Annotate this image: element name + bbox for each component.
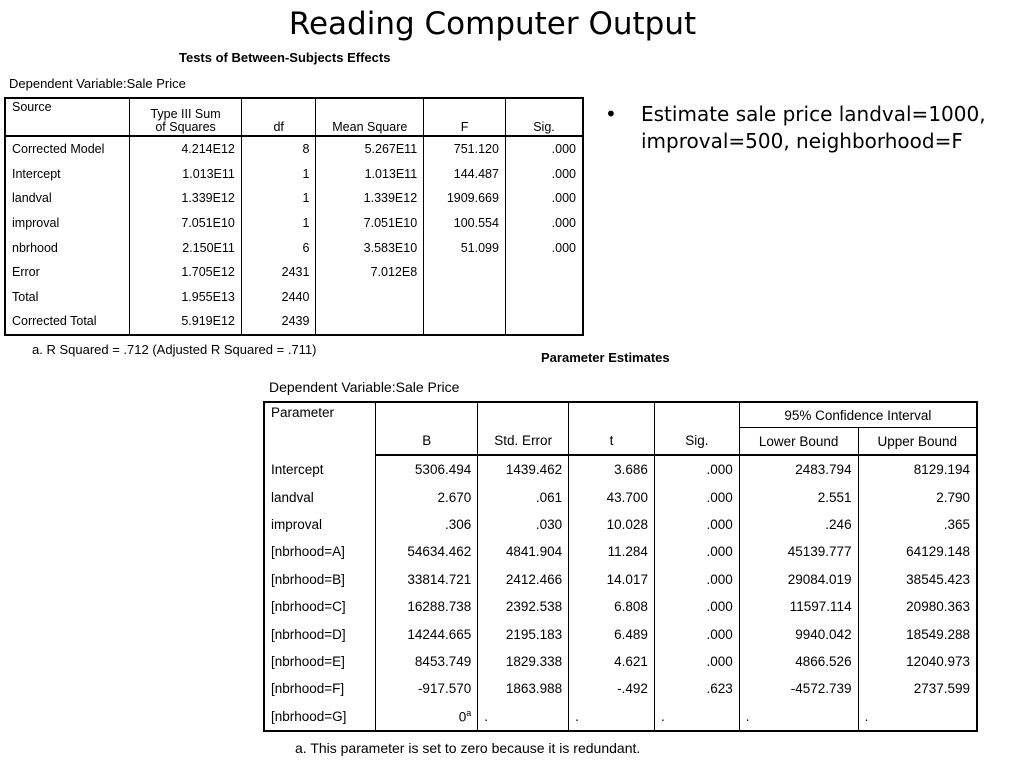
anova-value-cell: .000 (551, 166, 576, 181)
anova-value-cell (316, 309, 424, 335)
params-value-cell: 3.686 (569, 455, 655, 483)
params-value-cell: 20980.363 (906, 599, 970, 615)
anova-value-cell: 144.487 (424, 162, 506, 187)
params-value-cell (376, 703, 478, 731)
anova-value-cell: 51.099 (424, 235, 506, 260)
anova-col-ss-line1: Type III Sum (150, 107, 221, 121)
params-value-cell: 4.621 (569, 648, 655, 675)
anova-col-header: Sig. (505, 98, 583, 136)
anova-value-cell (505, 285, 583, 310)
anova-value-cell: 1 (241, 162, 316, 187)
params-col-header: Sig. (654, 428, 739, 456)
params-row (264, 483, 977, 510)
anova-value-cell: 751.120 (424, 136, 506, 162)
params-ci-group-header: 95% Confidence Interval (739, 402, 977, 428)
anova-row (5, 162, 583, 187)
anova-value-cell: 1.013E11 (316, 162, 424, 187)
params-value-cell: 18549.288 (906, 626, 970, 642)
anova-row (5, 235, 583, 260)
params-value-cell: 16288.738 (376, 593, 478, 620)
anova-row (5, 186, 583, 211)
params-value: 0 (458, 709, 467, 725)
params-value-cell: .000 (654, 511, 739, 538)
params-value-cell: 14.017 (569, 566, 655, 593)
anova-value-cell: 4.214E12 (130, 136, 242, 162)
params-value-cell: 45139.777 (739, 538, 858, 565)
params-value-cell: .000 (654, 455, 739, 483)
params-col-header: B (376, 428, 478, 456)
anova-value-cell: 100.554 (424, 211, 506, 236)
params-row (264, 593, 977, 620)
anova-source-cell: nbrhood (5, 235, 130, 260)
params-name-cell: [nbrhood=G] (264, 703, 376, 731)
anova-value-cell: 2.150E11 (130, 235, 242, 260)
anova-value-cell (316, 285, 424, 310)
params-col-header: Lower Bound (739, 428, 858, 456)
params-dependent-variable: Dependent Variable:Sale Price (269, 379, 460, 395)
params-value-cell: .000 (654, 620, 739, 647)
anova-col-header: Mean Square (316, 98, 424, 136)
params-value-cell: 10.028 (569, 511, 655, 538)
params-value-cell: 12040.973 (906, 653, 970, 669)
anova-value-cell: 1909.669 (424, 186, 506, 211)
params-value-cell: 2392.538 (478, 593, 569, 620)
params-value-cell: .000 (654, 593, 739, 620)
params-name-cell: Intercept (264, 455, 376, 483)
anova-value-cell: 5.267E11 (316, 136, 424, 162)
slide-title: Reading Computer Output (288, 6, 697, 42)
anova-table-title: Tests of Between-Subjects Effects (179, 50, 391, 65)
params-value-cell: 11597.114 (739, 593, 858, 620)
params-name-cell: [nbrhood=E] (264, 648, 376, 675)
params-value-cell: 38545.423 (906, 571, 970, 587)
params-value-cell: -.492 (569, 675, 655, 702)
params-value-cell: . (864, 708, 869, 724)
bullet-text: Estimate sale price landval=1000, improval=500, neighborhood=F (641, 102, 986, 153)
anova-table (4, 97, 584, 336)
anova-source-cell: Total (5, 285, 130, 310)
params-value-cell: 11.284 (569, 538, 655, 565)
params-value-cell: .000 (654, 538, 739, 565)
anova-value-cell: 3.583E10 (316, 235, 424, 260)
params-col-header: Upper Bound (858, 428, 977, 456)
params-name-cell: [nbrhood=C] (264, 593, 376, 620)
anova-source-cell: Corrected Total (5, 309, 130, 335)
params-value-cell: 2.551 (739, 483, 858, 510)
params-value-cell: .000 (654, 648, 739, 675)
params-name-cell: [nbrhood=A] (264, 538, 376, 565)
params-value-cell: 2195.183 (478, 620, 569, 647)
anova-value-cell: .000 (551, 216, 576, 231)
anova-value-cell: 1.339E12 (130, 186, 242, 211)
anova-col-header: Source (5, 98, 130, 136)
params-value-cell: 8129.194 (913, 462, 970, 478)
anova-value-cell: 2439 (241, 309, 316, 335)
params-value-cell: 33814.721 (376, 566, 478, 593)
params-value-cell: -917.570 (376, 675, 478, 702)
anova-value-cell: 7.012E8 (316, 260, 424, 285)
anova-source-cell: Corrected Model (5, 136, 130, 162)
anova-value-cell: 6 (241, 235, 316, 260)
params-footnote: a. This parameter is set to zero because it is redundant. (295, 740, 641, 756)
params-value-cell: 2483.794 (739, 455, 858, 483)
params-value-cell: 29084.019 (739, 566, 858, 593)
params-row (264, 703, 977, 731)
anova-value-cell (505, 260, 583, 285)
params-value-cell: .000 (654, 566, 739, 593)
params-value-cell: . (569, 703, 655, 731)
bullet-item (605, 101, 1005, 155)
params-row (264, 675, 977, 702)
params-value-cell: .000 (654, 483, 739, 510)
params-value-cell: 4866.526 (739, 648, 858, 675)
anova-value-cell: 7.051E10 (130, 211, 242, 236)
anova-value-cell: 8 (241, 136, 316, 162)
anova-value-cell: 1.955E13 (130, 285, 242, 310)
anova-source-cell: landval (5, 186, 130, 211)
anova-value-cell: 5.919E12 (130, 309, 242, 335)
params-row (264, 648, 977, 675)
params-name-cell: landval (264, 483, 376, 510)
anova-source-cell: improval (5, 211, 130, 236)
params-value-cell: . (739, 703, 858, 731)
bullet-glyph: • (605, 102, 617, 126)
params-value-cell: .061 (478, 483, 569, 510)
anova-value-cell (424, 260, 506, 285)
params-value-cell: .623 (654, 675, 739, 702)
anova-row (5, 211, 583, 236)
anova-value-cell (424, 285, 506, 310)
anova-value-cell: 2440 (241, 285, 316, 310)
params-value-cell: 5306.494 (376, 455, 478, 483)
anova-value-cell: 1 (241, 211, 316, 236)
params-row (264, 455, 977, 483)
params-value-cell: 9940.042 (739, 620, 858, 647)
params-value-cell: 4841.904 (478, 538, 569, 565)
anova-source-cell: Intercept (5, 162, 130, 187)
params-name-cell: improval (264, 511, 376, 538)
params-value-cell: .365 (943, 516, 970, 532)
parameter-estimates-table (263, 401, 978, 732)
params-name-cell: [nbrhood=B] (264, 566, 376, 593)
anova-col-header: df (241, 98, 316, 136)
params-value-cell: 1439.462 (478, 455, 569, 483)
anova-dependent-variable: Dependent Variable:Sale Price (9, 76, 186, 91)
anova-row (5, 136, 583, 162)
params-value-cell: 64129.148 (906, 544, 970, 560)
footnote-marker: a (466, 707, 472, 718)
params-row (264, 566, 977, 593)
params-value-cell: 2.790 (936, 489, 970, 505)
params-value-cell: .246 (739, 511, 858, 538)
params-value-cell: .306 (376, 511, 478, 538)
params-value-cell: 43.700 (569, 483, 655, 510)
anova-value-cell: 7.051E10 (316, 211, 424, 236)
params-value-cell: .030 (478, 511, 569, 538)
anova-row (5, 309, 583, 335)
params-value-cell: 2737.599 (913, 681, 970, 697)
params-value-cell: 1829.338 (478, 648, 569, 675)
params-value-cell: 14244.665 (376, 620, 478, 647)
anova-value-cell (424, 309, 506, 335)
params-table-title: Parameter Estimates (541, 350, 670, 365)
anova-value-cell: .000 (551, 142, 576, 157)
params-value-cell: 2.670 (376, 483, 478, 510)
params-value-cell: 8453.749 (376, 648, 478, 675)
anova-col-ss-line2: of Squares (155, 120, 216, 134)
anova-value-cell (505, 309, 583, 335)
params-value-cell: . (478, 703, 569, 731)
anova-col-header: F (424, 98, 506, 136)
anova-value-cell: 1.013E11 (130, 162, 242, 187)
params-value-cell: 2412.466 (478, 566, 569, 593)
params-value-cell: -4572.739 (739, 675, 858, 702)
params-value-cell: 6.489 (569, 620, 655, 647)
anova-row (5, 285, 583, 310)
params-name-cell: [nbrhood=F] (264, 675, 376, 702)
params-col-header: Std. Error (478, 428, 569, 456)
params-col-header: Parameter (264, 402, 376, 455)
params-name-cell: [nbrhood=D] (264, 620, 376, 647)
params-col-header: t (569, 428, 655, 456)
anova-source-cell: Error (5, 260, 130, 285)
anova-value-cell: .000 (551, 240, 576, 255)
anova-footnote: a. R Squared = .712 (Adjusted R Squared = .711) (32, 342, 317, 357)
anova-value-cell: 1 (241, 186, 316, 211)
params-header-row (264, 402, 977, 428)
params-value-cell: 54634.462 (376, 538, 478, 565)
params-value-cell: 1863.988 (478, 675, 569, 702)
anova-header-row (5, 98, 583, 136)
params-row (264, 511, 977, 538)
anova-value-cell: 1.339E12 (316, 186, 424, 211)
anova-col-header (130, 98, 242, 136)
params-row (264, 538, 977, 565)
params-value-cell: 6.808 (569, 593, 655, 620)
anova-value-cell: 1.705E12 (130, 260, 242, 285)
anova-value-cell: .000 (551, 191, 576, 206)
anova-row (5, 260, 583, 285)
params-row (264, 620, 977, 647)
anova-value-cell: 2431 (241, 260, 316, 285)
params-value-cell: . (654, 703, 739, 731)
